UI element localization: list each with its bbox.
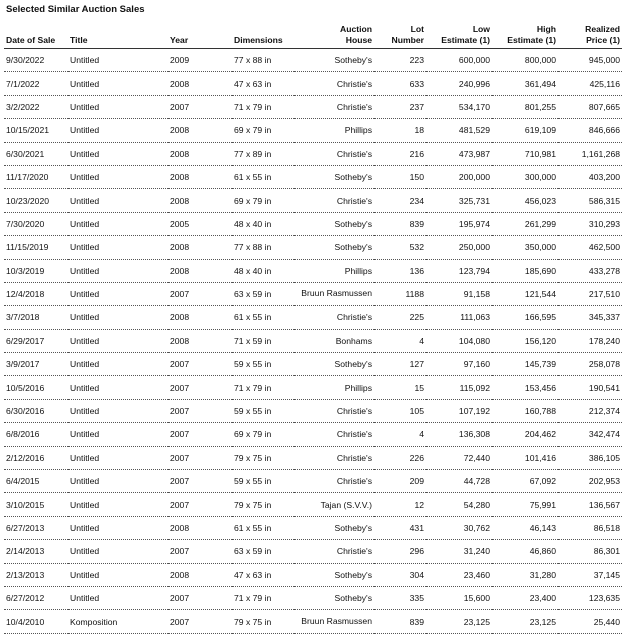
high-estimate-cell: 166,595 [492,306,558,329]
year-cell: 2007 [168,610,232,633]
high-estimate-cell: 46,860 [492,540,558,563]
date-cell: 6/4/2015 [4,470,68,493]
low-estimate-cell: 30,762 [426,516,492,539]
realized-price-cell: 345,337 [558,306,622,329]
date-cell: 3/10/2015 [4,493,68,516]
auction-house-cell: Phillips [294,259,374,282]
year-cell: 2005 [168,212,232,235]
year-cell: 2007 [168,470,232,493]
table-row [4,446,622,469]
dimensions-cell: 77 x 89 in [232,142,294,165]
realized-price-cell: 25,440 [558,610,622,633]
high-estimate-cell: 361,494 [492,72,558,95]
realized-price-cell: 586,315 [558,189,622,212]
date-cell: 3/2/2022 [4,95,68,118]
dimensions-cell: 61 x 55 in [232,516,294,539]
date-cell: 10/5/2016 [4,376,68,399]
lot-number-cell: 15 [374,376,426,399]
auction-house-cell: Christie's [294,306,374,329]
lot-number-cell: 225 [374,306,426,329]
realized-price-cell: 386,105 [558,446,622,469]
auction-house-cell: Sotheby's [294,49,374,72]
realized-price-cell: 1,161,268 [558,142,622,165]
realized-price-cell: 212,374 [558,399,622,422]
low-estimate-cell: 250,000 [426,236,492,259]
year-cell: 2008 [168,72,232,95]
high-estimate-cell: 204,462 [492,423,558,446]
title-cell: Untitled [68,470,168,493]
year-cell: 2008 [168,259,232,282]
header-date: Date of Sale [4,16,68,49]
table-row [4,399,622,422]
auction-house-cell: Christie's [294,470,374,493]
lot-number-cell: 216 [374,142,426,165]
lot-number-cell: 105 [374,399,426,422]
high-estimate-cell: 710,981 [492,142,558,165]
title-cell: Untitled [68,423,168,446]
auction-house-cell: Christie's [294,95,374,118]
dimensions-cell: 61 x 55 in [232,165,294,188]
high-estimate-cell: 156,120 [492,329,558,352]
high-estimate-cell: 121,544 [492,282,558,305]
low-estimate-cell: 44,728 [426,470,492,493]
auction-house-cell: Sotheby's [294,353,374,376]
dimensions-cell: 48 x 40 in [232,212,294,235]
realized-price-cell: 403,200 [558,165,622,188]
high-estimate-cell: 31,280 [492,563,558,586]
high-estimate-cell: 153,456 [492,376,558,399]
date-cell: 10/4/2010 [4,610,68,633]
realized-price-cell: 425,116 [558,72,622,95]
auction-house-cell: Christie's [294,399,374,422]
table-row [4,259,622,282]
dimensions-cell: 71 x 79 in [232,586,294,609]
date-cell: 10/15/2021 [4,119,68,142]
low-estimate-cell: 54,280 [426,493,492,516]
date-cell: 2/13/2013 [4,563,68,586]
dimensions-cell: 69 x 79 in [232,189,294,212]
dimensions-cell: 79 x 75 in [232,493,294,516]
title-cell: Untitled [68,282,168,305]
title-cell: Untitled [68,586,168,609]
year-cell: 2008 [168,306,232,329]
table-row [4,119,622,142]
year-cell: 2007 [168,399,232,422]
title-cell: Komposition [68,610,168,633]
date-cell: 11/17/2020 [4,165,68,188]
dimensions-cell: 71 x 79 in [232,95,294,118]
date-cell: 6/8/2016 [4,423,68,446]
dimensions-cell: 71 x 59 in [232,329,294,352]
dimensions-cell: 48 x 40 in [232,259,294,282]
year-cell: 2008 [168,119,232,142]
realized-price-cell: 342,474 [558,423,622,446]
auction-house-cell: Christie's [294,423,374,446]
table-row [4,95,622,118]
realized-price-cell: 846,666 [558,119,622,142]
title-cell: Untitled [68,376,168,399]
realized-price-cell: 86,301 [558,540,622,563]
high-estimate-cell: 801,255 [492,95,558,118]
date-cell: 7/1/2022 [4,72,68,95]
table-row [4,165,622,188]
title-cell: Untitled [68,189,168,212]
title-cell: Untitled [68,353,168,376]
title-cell: Untitled [68,119,168,142]
low-estimate-cell: 136,308 [426,423,492,446]
table-row [4,142,622,165]
dimensions-cell: 71 x 79 in [232,376,294,399]
high-estimate-cell: 456,023 [492,189,558,212]
lot-number-cell: 335 [374,586,426,609]
lot-number-cell: 127 [374,353,426,376]
low-estimate-cell: 115,092 [426,376,492,399]
table-row [4,376,622,399]
lot-number-cell: 304 [374,563,426,586]
auction-sales-table [4,16,622,634]
date-cell: 6/27/2012 [4,586,68,609]
year-cell: 2008 [168,142,232,165]
year-cell: 2008 [168,189,232,212]
title-cell: Untitled [68,399,168,422]
lot-number-cell: 237 [374,95,426,118]
auction-house-cell: Sotheby's [294,236,374,259]
table-row [4,353,622,376]
low-estimate-cell: 195,974 [426,212,492,235]
header-low-estimate: Low Estimate (1) [426,16,492,49]
dimensions-cell: 63 x 59 in [232,540,294,563]
high-estimate-cell: 23,125 [492,610,558,633]
dimensions-cell: 69 x 79 in [232,423,294,446]
auction-house-cell: Christie's [294,142,374,165]
table-row [4,72,622,95]
auction-house-cell: Christie's [294,540,374,563]
high-estimate-cell: 619,109 [492,119,558,142]
low-estimate-cell: 23,460 [426,563,492,586]
table-row [4,540,622,563]
dimensions-cell: 63 x 59 in [232,282,294,305]
low-estimate-cell: 15,600 [426,586,492,609]
date-cell: 10/3/2019 [4,259,68,282]
high-estimate-cell: 300,000 [492,165,558,188]
title-cell: Untitled [68,563,168,586]
dimensions-cell: 59 x 55 in [232,470,294,493]
header-dimensions: Dimensions [232,16,294,49]
title-cell: Untitled [68,329,168,352]
lot-number-cell: 18 [374,119,426,142]
date-cell: 7/30/2020 [4,212,68,235]
year-cell: 2007 [168,423,232,446]
realized-price-cell: 310,293 [558,212,622,235]
title-cell: Untitled [68,306,168,329]
dimensions-cell: 47 x 63 in [232,72,294,95]
low-estimate-cell: 91,158 [426,282,492,305]
low-estimate-cell: 97,160 [426,353,492,376]
title-cell: Untitled [68,165,168,188]
dimensions-cell: 59 x 55 in [232,353,294,376]
high-estimate-cell: 145,739 [492,353,558,376]
title-cell: Untitled [68,516,168,539]
dimensions-cell: 59 x 55 in [232,399,294,422]
year-cell: 2007 [168,586,232,609]
low-estimate-cell: 31,240 [426,540,492,563]
realized-price-cell: 202,953 [558,470,622,493]
auction-house-cell: Phillips [294,376,374,399]
auction-house-cell: Bruun Rasmussen [294,610,374,633]
lot-number-cell: 209 [374,470,426,493]
low-estimate-cell: 107,192 [426,399,492,422]
title-cell: Untitled [68,259,168,282]
year-cell: 2008 [168,236,232,259]
auction-house-cell: Phillips [294,119,374,142]
date-cell: 9/30/2022 [4,49,68,72]
realized-price-cell: 462,500 [558,236,622,259]
table-row [4,282,622,305]
title-cell: Untitled [68,446,168,469]
high-estimate-cell: 46,143 [492,516,558,539]
high-estimate-cell: 185,690 [492,259,558,282]
low-estimate-cell: 72,440 [426,446,492,469]
auction-house-cell: Sotheby's [294,516,374,539]
header-auction-house: Auction House [294,16,374,49]
low-estimate-cell: 23,125 [426,610,492,633]
header-year: Year [168,16,232,49]
lot-number-cell: 532 [374,236,426,259]
date-cell: 10/23/2020 [4,189,68,212]
title-cell: Untitled [68,72,168,95]
low-estimate-cell: 111,063 [426,306,492,329]
lot-number-cell: 4 [374,423,426,446]
lot-number-cell: 136 [374,259,426,282]
high-estimate-cell: 350,000 [492,236,558,259]
year-cell: 2007 [168,376,232,399]
auction-house-cell: Bonhams [294,329,374,352]
header-high-estimate: High Estimate (1) [492,16,558,49]
realized-price-cell: 807,665 [558,95,622,118]
table-row [4,563,622,586]
lot-number-cell: 839 [374,212,426,235]
date-cell: 6/27/2013 [4,516,68,539]
lot-number-cell: 150 [374,165,426,188]
year-cell: 2008 [168,165,232,188]
auction-house-cell: Sotheby's [294,563,374,586]
table-row [4,610,622,633]
low-estimate-cell: 123,794 [426,259,492,282]
title-cell: Untitled [68,212,168,235]
table-row [4,516,622,539]
high-estimate-cell: 101,416 [492,446,558,469]
table-row [4,236,622,259]
lot-number-cell: 12 [374,493,426,516]
auction-house-cell: Christie's [294,189,374,212]
auction-house-cell: Sotheby's [294,165,374,188]
high-estimate-cell: 67,092 [492,470,558,493]
low-estimate-cell: 600,000 [426,49,492,72]
date-cell: 3/9/2017 [4,353,68,376]
lot-number-cell: 4 [374,329,426,352]
date-cell: 2/12/2016 [4,446,68,469]
high-estimate-cell: 23,400 [492,586,558,609]
title-cell: Untitled [68,236,168,259]
dimensions-cell: 61 x 55 in [232,306,294,329]
low-estimate-cell: 473,987 [426,142,492,165]
year-cell: 2008 [168,516,232,539]
realized-price-cell: 86,518 [558,516,622,539]
table-row [4,306,622,329]
realized-price-cell: 37,145 [558,563,622,586]
auction-house-cell: Christie's [294,446,374,469]
auction-house-cell: Christie's [294,72,374,95]
page-title: Selected Similar Auction Sales [6,4,145,15]
dimensions-cell: 79 x 75 in [232,446,294,469]
lot-number-cell: 234 [374,189,426,212]
year-cell: 2007 [168,446,232,469]
header-lot-number: Lot Number [374,16,426,49]
realized-price-cell: 945,000 [558,49,622,72]
lot-number-cell: 1188 [374,282,426,305]
year-cell: 2008 [168,563,232,586]
date-cell: 3/7/2018 [4,306,68,329]
lot-number-cell: 226 [374,446,426,469]
date-cell: 2/14/2013 [4,540,68,563]
table-row [4,212,622,235]
table-row [4,586,622,609]
table-header-row [4,16,622,49]
title-cell: Untitled [68,95,168,118]
table-row [4,49,622,72]
realized-price-cell: 433,278 [558,259,622,282]
dimensions-cell: 77 x 88 in [232,236,294,259]
realized-price-cell: 136,567 [558,493,622,516]
table-row [4,470,622,493]
table-row [4,423,622,446]
table-row [4,189,622,212]
year-cell: 2007 [168,282,232,305]
year-cell: 2007 [168,540,232,563]
realized-price-cell: 190,541 [558,376,622,399]
lot-number-cell: 839 [374,610,426,633]
realized-price-cell: 217,510 [558,282,622,305]
header-title: Title [68,16,168,49]
date-cell: 6/29/2017 [4,329,68,352]
title-cell: Untitled [68,540,168,563]
realized-price-cell: 178,240 [558,329,622,352]
low-estimate-cell: 534,170 [426,95,492,118]
realized-price-cell: 258,078 [558,353,622,376]
year-cell: 2009 [168,49,232,72]
year-cell: 2008 [168,329,232,352]
low-estimate-cell: 325,731 [426,189,492,212]
year-cell: 2007 [168,353,232,376]
dimensions-cell: 47 x 63 in [232,563,294,586]
high-estimate-cell: 800,000 [492,49,558,72]
auction-house-cell: Tajan (S.V.V.) [294,493,374,516]
header-realized-price: Realized Price (1) [558,16,622,49]
high-estimate-cell: 75,991 [492,493,558,516]
date-cell: 12/4/2018 [4,282,68,305]
date-cell: 6/30/2021 [4,142,68,165]
year-cell: 2007 [168,95,232,118]
title-cell: Untitled [68,493,168,516]
lot-number-cell: 296 [374,540,426,563]
date-cell: 11/15/2019 [4,236,68,259]
table-row [4,329,622,352]
high-estimate-cell: 261,299 [492,212,558,235]
title-cell: Untitled [68,49,168,72]
low-estimate-cell: 481,529 [426,119,492,142]
auction-house-cell: Bruun Rasmussen [294,282,374,305]
low-estimate-cell: 104,080 [426,329,492,352]
realized-price-cell: 123,635 [558,586,622,609]
year-cell: 2007 [168,493,232,516]
date-cell: 6/30/2016 [4,399,68,422]
high-estimate-cell: 160,788 [492,399,558,422]
dimensions-cell: 69 x 79 in [232,119,294,142]
auction-house-cell: Sotheby's [294,212,374,235]
auction-house-cell: Sotheby's [294,586,374,609]
title-cell: Untitled [68,142,168,165]
low-estimate-cell: 200,000 [426,165,492,188]
dimensions-cell: 79 x 75 in [232,610,294,633]
dimensions-cell: 77 x 88 in [232,49,294,72]
lot-number-cell: 431 [374,516,426,539]
lot-number-cell: 223 [374,49,426,72]
low-estimate-cell: 240,996 [426,72,492,95]
table-row [4,493,622,516]
lot-number-cell: 633 [374,72,426,95]
